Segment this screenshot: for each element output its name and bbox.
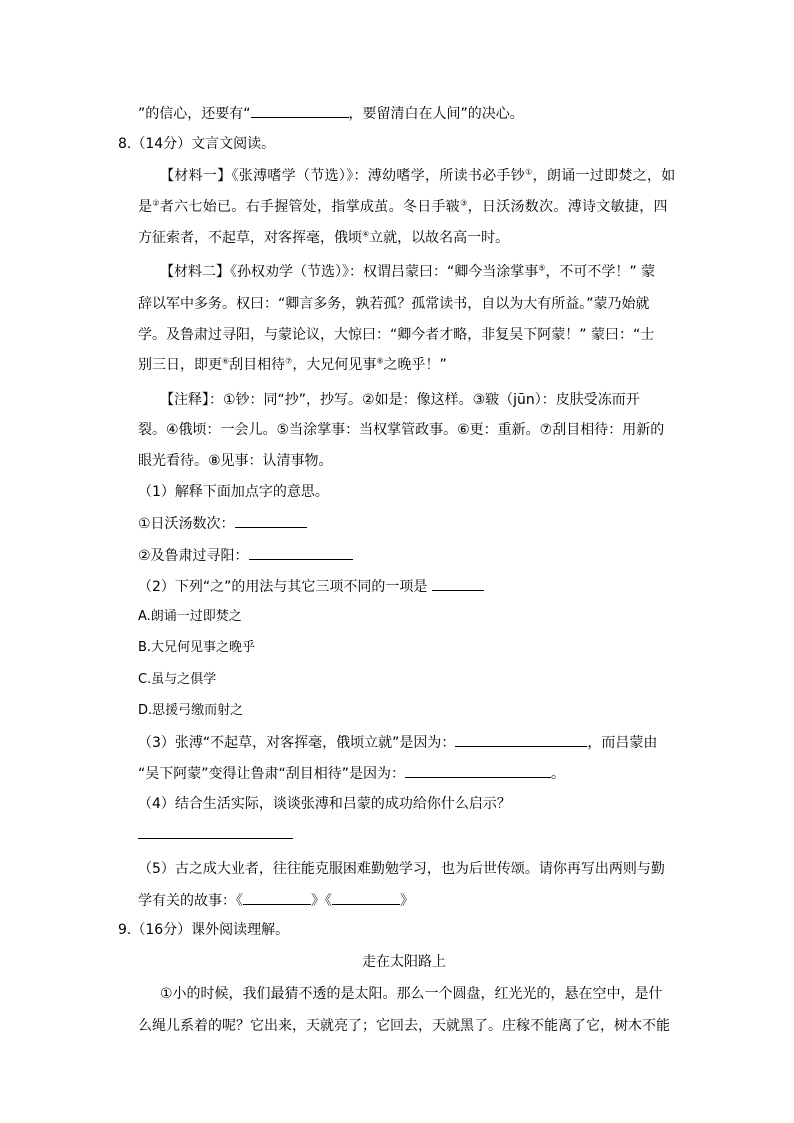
material-2-text: ，大兄何见事 [292,357,377,373]
material-1-text: ，朗诵一过即焚之，如 [532,168,676,184]
material-1-line-1 [160,166,676,186]
material-2-text: ，不可不学！” 蒙 [545,264,656,280]
sub-question-3-line-2 [138,763,565,784]
footnote-mark: ⑦ [285,356,293,366]
sub-question-5-line-2 [138,890,414,911]
material-2-text: 【材料二】《孙权劝学（节选）》：权谓吕蒙曰：“卿今当涂掌事 [160,264,539,280]
sub-question-1-prompt: （1）解释下面加点字的意思。 [138,484,329,500]
material-1-text: 者六七始已。右手握管处，指掌成茧。冬日手皲 [159,199,461,215]
answer-blank[interactable] [138,838,293,839]
prompt-text: 》 [400,893,414,909]
option-d: D.思援弓缴而射之 [138,703,244,718]
answer-blank[interactable] [243,890,311,905]
footnote-mark: ③ [460,198,468,208]
material-1-text: 方征索者，不起草，对客挥毫，俄顷 [138,230,362,246]
footnote-mark: ② [152,198,160,208]
sub-question-1-item-2 [138,545,353,566]
answer-blank[interactable] [432,576,484,591]
prompt-text: 。 [551,766,566,782]
sub-question-2-prompt [138,576,484,597]
option-c: C.虽与之俱学 [138,672,217,687]
question-9-header: 9.（16分）课外阅读理解。 [118,922,290,938]
material-1-line-3 [138,228,509,248]
top-line-text-b: ，要留清白在人间”的决心。 [348,106,524,122]
answer-blank[interactable] [249,545,353,560]
footnote-mark: ⑥ [222,356,230,366]
answer-blank[interactable] [405,763,551,778]
material-2-line-3: 学。及鲁肃过寻阳，与蒙论议，大惊曰：“卿今者才略，非复吴下阿蒙！” 蒙曰：“士 [138,327,655,343]
sub-question-4-prompt: （4）结合生活实际，谈谈张溥和吕蒙的成功给你什么启示？ [138,796,511,812]
passage-title: 走在太阳路上 [362,954,446,970]
material-2-line-4 [138,355,447,375]
answer-blank[interactable] [235,513,307,528]
item-label: ②及鲁肃过寻阳： [138,548,249,564]
footnote-mark: ④ [362,229,370,239]
notes-line-3: 眼光看待。⑧见事：认清事物。 [138,453,333,469]
answer-blank[interactable] [455,732,587,747]
notes-line-1: 【注释】：①钞：同“抄”，抄写。②如是：像这样。③皲（jūn）：皮肤受冻而开 [160,392,640,408]
prompt-text: （2）下列“之”的用法与其它三项不同的一项是 [138,579,432,595]
passage-paragraph-line-2: 么绳儿系着的呢？它出来，天就亮了；它回去，天就黑了。庄稼不能离了它，树木不能 [138,1018,670,1034]
option-a: A.朗诵一过即焚之 [138,609,242,624]
material-2-text: 刮目相待 [229,357,286,373]
sub-question-3-line-1 [138,732,657,753]
footnote-mark: ⑤ [538,263,546,273]
passage-paragraph-line-1: ①小的时候，我们最猜不透的是太阳。那么一个圆盘，红光光的，悬在空中，是什 [160,986,663,1002]
prompt-text: “吴下阿蒙”变得让鲁肃“刮目相待”是因为： [138,766,406,782]
prompt-text: 学有关的故事：《 [138,893,243,909]
answer-blank[interactable] [332,890,400,905]
material-1-text: ，日沃汤数次。溥诗文敏捷，四 [467,199,668,215]
material-1-text: 立就，以故名高一时。 [369,230,510,246]
prompt-text: ，而吕蒙由 [587,735,658,751]
top-continuation-line [138,103,524,124]
footnote-mark: ① [525,167,533,177]
top-line-text-a: ”的信心，还要有“ [138,106,251,122]
material-2-line-2: 辞以军中多务。权曰：“卿言多务，孰若孤？孤常读书，自以为大有所益。”蒙乃始就 [138,296,650,312]
footnote-mark: ⑧ [376,356,384,366]
material-1-line-2 [138,197,668,217]
notes-line-2: 裂。④俄顷：一会儿。⑤当涂掌事：当权掌管政事。⑥更：重新。⑦刮目相待：用新的 [138,422,665,438]
material-2-line-1 [160,262,655,282]
prompt-text: 》《 [311,893,332,909]
question-8-header: 8.（14分）文言文阅读。 [118,136,276,152]
item-label: ①日沃汤数次： [138,516,235,532]
material-2-text: 别三日，即更 [138,357,222,373]
answer-blank[interactable] [251,103,349,118]
sub-question-5-line-1: （5）古之成大业者，往往能克服困难勤勉学习，也为后世传颂。请你再写出两则与勤 [138,861,665,877]
material-1-text: 【材料一】《张溥嗜学（节选）》：溥幼嗜学，所读书必手钞 [160,168,526,184]
option-b: B.大兄何见事之晚乎 [138,640,256,655]
material-1-text: 是 [138,199,153,215]
sub-question-1-item-1 [138,513,307,534]
material-2-text: 之晚乎！” [383,357,447,373]
prompt-text: （3）张溥“不起草，对客挥毫，俄顷立就”是因为： [138,735,456,751]
